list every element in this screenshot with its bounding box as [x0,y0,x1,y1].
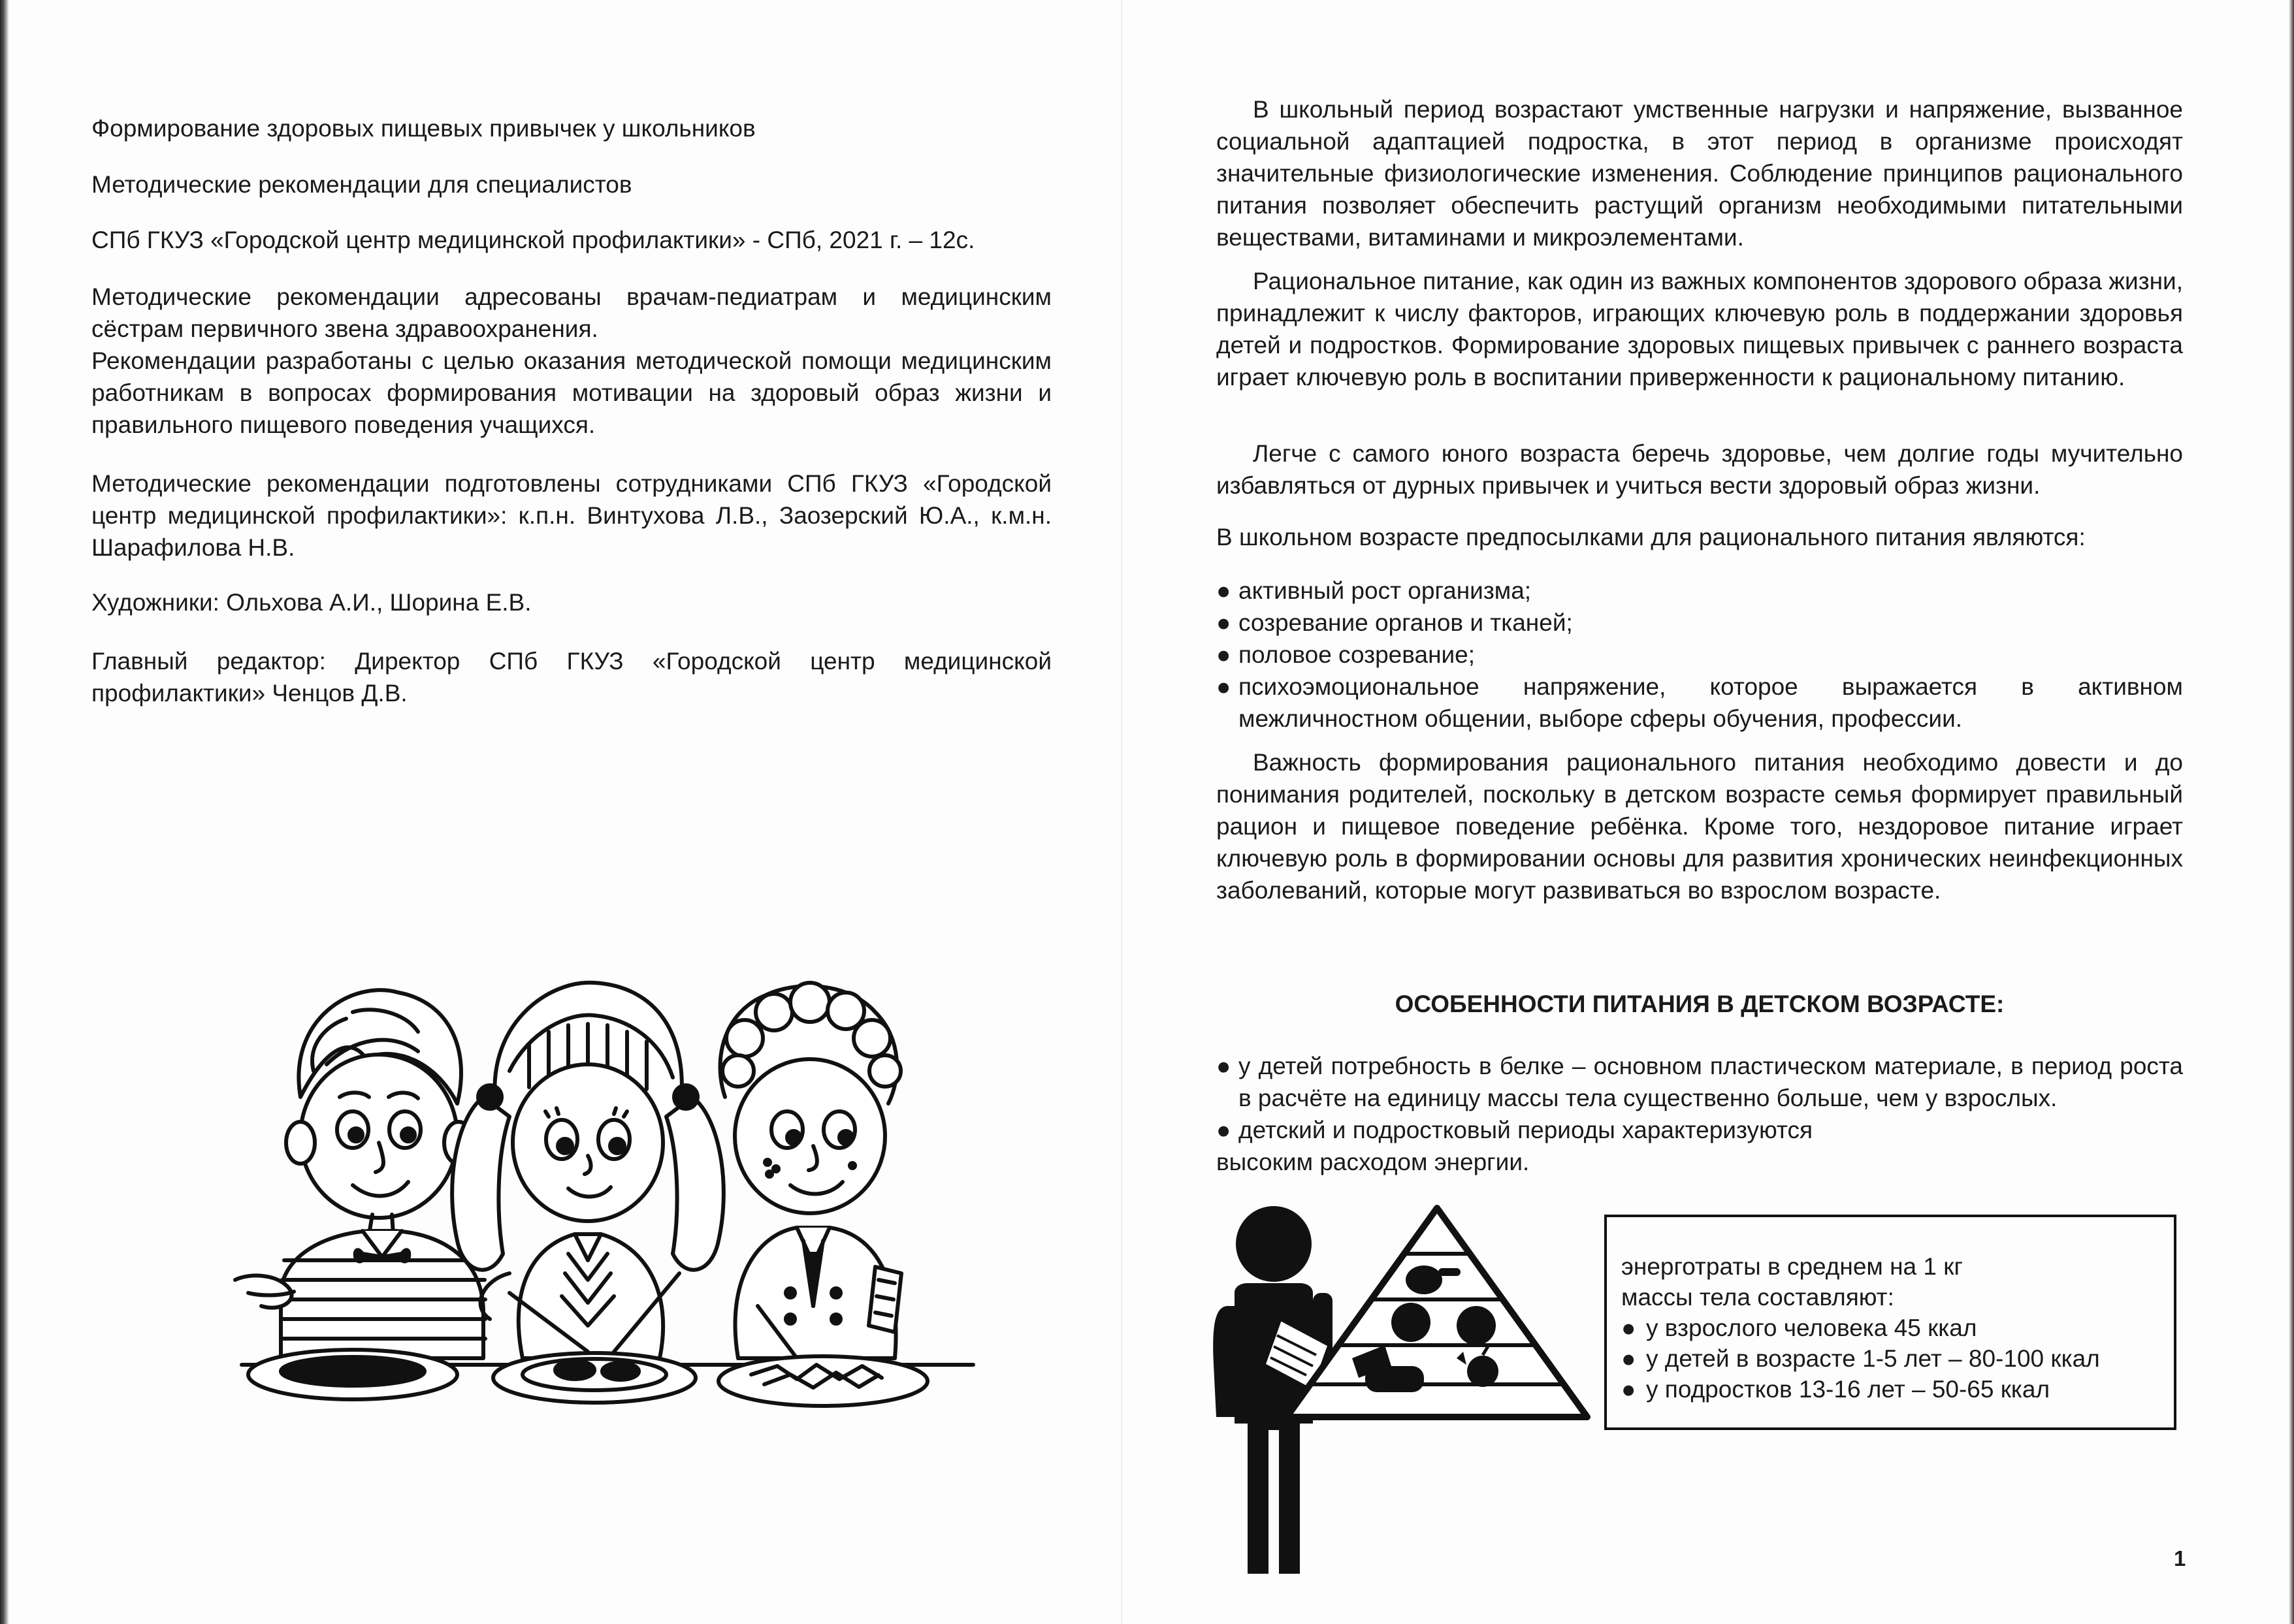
paragraph-2-block [1216,265,2183,393]
energy-list [1621,1313,2174,1405]
document-title: Формирование здоровых пищевых привычек у школьников [91,115,756,142]
list-item: ● у детей потребность в белке – основном пластическом материале, в период роста в расчёте на единицу массы тела существенно больше, чем у взрослых. [1216,1050,2183,1114]
paragraph-4: Важность формирования рационального питания необходимо довести и до понимания родителей, поскольку в детском возрасте семья формирует правильный рацион и пищевое поведение ребёнка. Кроме того, нездоровое питание играет ключевую роль в формировании основы для развития хронических неинфекционных заболеваний, которые могут развиваться во взрослом возрасте. [1216,749,2183,904]
intro-paragraph-block [1216,93,2183,253]
prerequisites-block [1216,521,2183,553]
authors-text: Методические рекомендации подготовлены сотрудниками СПб ГКУЗ «Городской центр медицинской профилактики»: к.п.н. Винтухова Л.В., Заозерский Ю.А., к.м.н. Шарафилова Н.В. [91,470,1052,561]
authors-block [91,468,1052,564]
box-intro-line-2: массы тела составляют: [1621,1284,1894,1311]
annotation-block [91,281,1052,441]
artists-block [91,586,1052,618]
paragraph-3: Легче с самого юного возраста беречь здоровье, чем долгие годы мучительно избавляться от дурных привычек и учиться вести здоровый образ жизни. [1216,440,2183,499]
paragraph-2: Рациональное питание, как один из важных компонентов здорового образа жизни, принадлежит к числу факторов, играющих ключевую роль в поддержании здоровья детей и подростков. Формирование здоровых пищевых привычек с раннего возраста играет ключевую роль в воспитании приверженности к рациональному питанию. [1216,268,2183,390]
list-item: ● половое созревание; [1216,639,2183,671]
page-number: 1 [2174,1546,2186,1570]
list-item: ● созревание органов и тканей; [1216,607,2183,639]
bullet-icon: ● [1216,1053,1231,1079]
artists-text: Художники: Ольхова А.И., Шорина Е.В. [91,589,532,616]
boy-left [235,990,485,1399]
boy-right [719,983,928,1406]
bullet-icon: ● [1621,1314,1636,1341]
energy-expenditure-box [1604,1215,2176,1430]
annotation-text-1: Методические рекомендации адресованы врачам-педиатрам и медицинским сёстрам первичного звена здравоохранения. [91,283,1052,342]
bullet-icon: ● [1216,673,1231,700]
section-heading: ОСОБЕННОСТИ ПИТАНИЯ В ДЕТСКОМ ВОЗРАСТЕ: [1395,991,2005,1017]
girl-middle [452,983,724,1403]
bullet-icon: ● [1216,1117,1231,1143]
features-list [1216,1050,2183,1146]
editor-block [91,645,1052,709]
document-subtitle: Методические рекомендации для специалистов [91,171,632,198]
student-food-pyramid-icon [1208,1195,1600,1587]
prerequisites-list [1216,575,2183,735]
editor-text: Главный редактор: Директор СПб ГКУЗ «Городской центр медицинской профилактики» Ченцов Д.В. [91,648,1052,707]
bullet-icon: ● [1621,1376,1636,1403]
subtitle-block [91,168,1052,200]
bullet-icon: ● [1216,609,1231,636]
left-page [0,0,1121,1624]
bullet-icon: ● [1216,577,1231,604]
right-page [1122,0,2294,1624]
bullet-icon: ● [1621,1345,1636,1372]
paragraph-3-block [1216,438,2183,502]
title-block [91,112,1052,144]
list-item: ● детский и подростковый периоды характеризуются [1216,1114,2183,1146]
list-item: ● у детей в возрасте 1-5 лет – 80-100 ккал [1621,1343,2174,1374]
list-item: ● у взрослого человека 45 ккал [1621,1313,2174,1343]
imprint: СПб ГКУЗ «Городской центр медицинской профилактики» - СПб, 2021 г. – 12с. [91,227,975,253]
prerequisites-intro: В школьном возрасте предпосылками для рационального питания являются: [1216,524,2086,550]
bullet-icon: ● [1216,641,1231,668]
annotation-text-2: Рекомендации разработаны с целью оказания методической помощи медицинским работникам в вопросах формирования мотивации на здоровый образ жизни и правильного пищевого поведения учащихся. [91,347,1052,438]
box-intro-line-1: энерготраты в среднем на 1 кг [1621,1253,1963,1280]
list-item: ● психоэмоциональное напряжение, которое выражается в активном межличностном общении, выборе сферы обучения, профессии. [1216,671,2183,735]
paragraph-1: В школьный период возрастают умственные нагрузки и напряжение, вызванное социальной адаптацией подростка, в этот период в организме происходят значительные физиологические изменения. Соблюдение принципов рационального питания позволяет обеспечить растущий организм необходимыми питательными веществами, витаминами и микроэлементами. [1216,96,2183,251]
list-item: ● у подростков 13-16 лет – 50-65 ккал [1621,1374,2174,1405]
feature-2-continuation: высоким расходом энергии. [1216,1149,1530,1175]
children-eating-illustration [222,966,993,1437]
paragraph-4-block [1216,746,2183,906]
prerequisites-list-block [1216,575,2183,735]
list-item: ● активный рост организма; [1216,575,2183,607]
imprint-block [91,224,1052,256]
features-block [1216,1050,2183,1178]
